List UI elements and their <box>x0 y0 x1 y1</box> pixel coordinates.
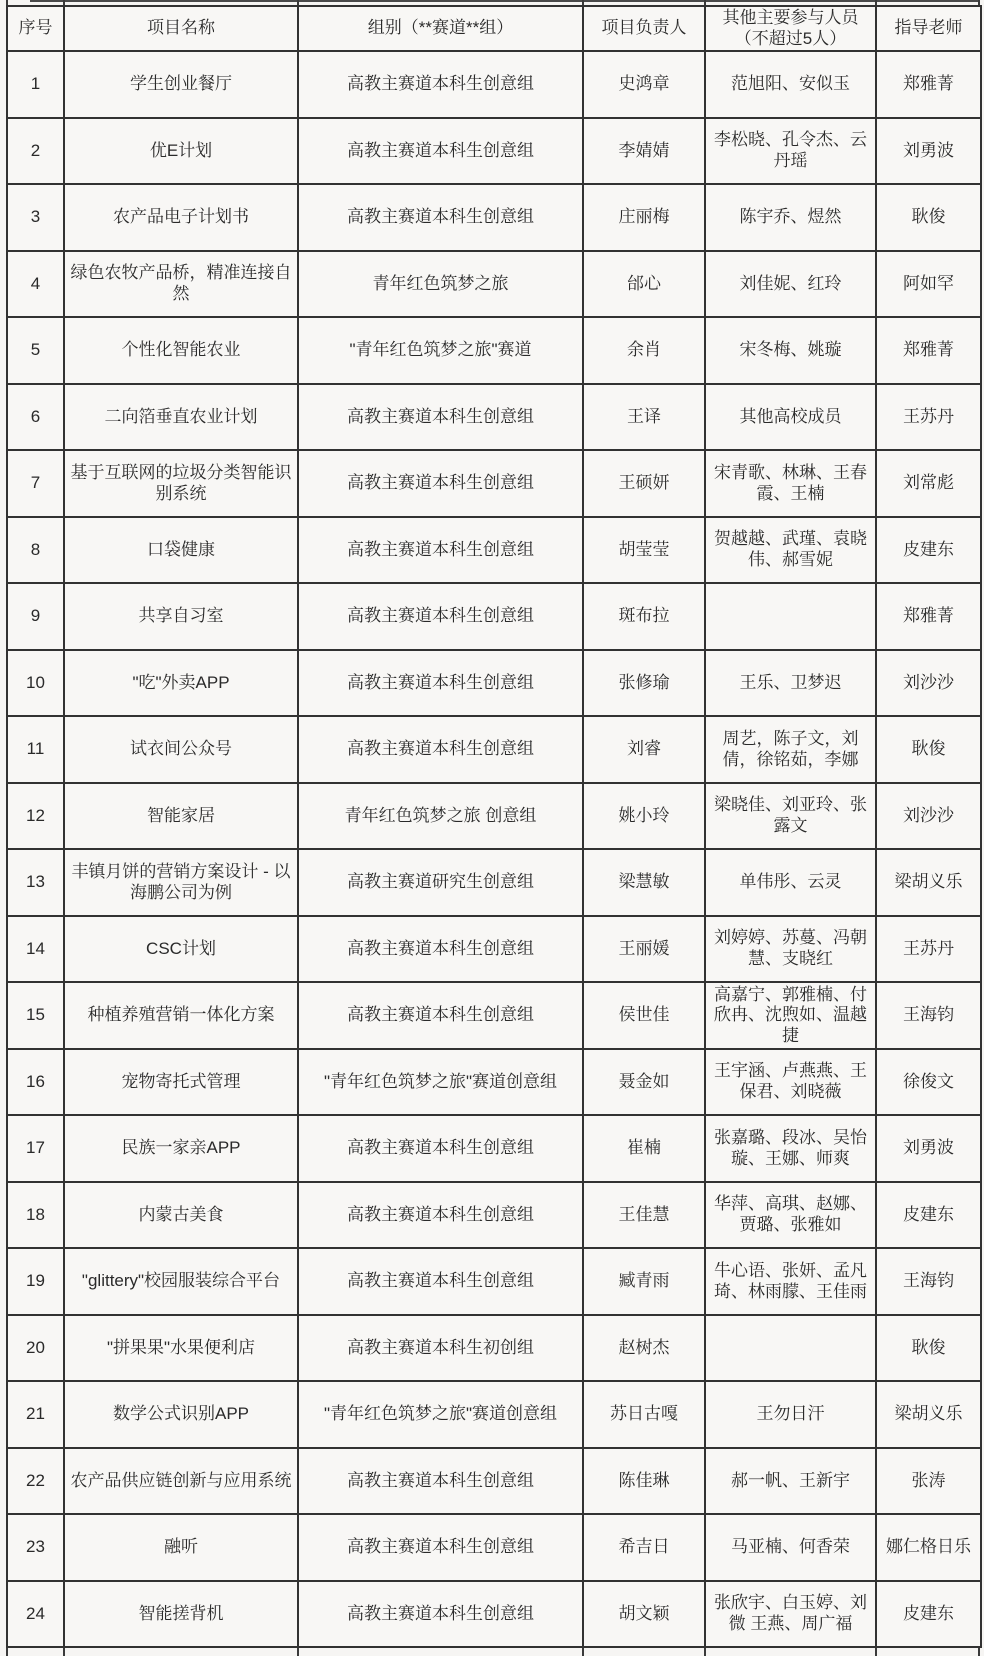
cell-group: 青年红色筑梦之旅 <box>298 251 583 318</box>
cell-project-name: 智能家居 <box>64 783 298 850</box>
cell-index: 20 <box>7 1315 64 1382</box>
cell-leader: 臧青雨 <box>583 1248 705 1315</box>
cell-teacher: 郑雅菁 <box>876 51 981 118</box>
cell-members: 贺越越、武瑾、袁晓伟、郝雪妮 <box>705 517 876 584</box>
cell-project-name: 绿色农牧产品桥，精准连接自然 <box>64 251 298 318</box>
cell-index: 19 <box>7 1248 64 1315</box>
cell-leader: 姚小玲 <box>583 783 705 850</box>
cell-group: 高教主赛道本科生创意组 <box>298 916 583 983</box>
cell-project-name: "glittery"校园服装综合平台 <box>64 1248 298 1315</box>
table-row <box>7 1315 981 1382</box>
column-header-teacher: 指导老师 <box>876 6 981 51</box>
cell-members: 范旭阳、安似玉 <box>705 51 876 118</box>
table-row <box>7 1049 981 1116</box>
cell-members <box>705 583 876 650</box>
cell-group: 高教主赛道本科生创意组 <box>298 384 583 451</box>
cell-leader: 希吉日 <box>583 1514 705 1581</box>
cell-project-name: 共享自习室 <box>64 583 298 650</box>
cell-project-name: 智能搓背机 <box>64 1581 298 1648</box>
cell-project-name: 个性化智能农业 <box>64 317 298 384</box>
cell-teacher: 刘常彪 <box>876 450 981 517</box>
cell-group: 高教主赛道本科生创意组 <box>298 982 583 1049</box>
cell-teacher: 郑雅菁 <box>876 583 981 650</box>
column-header-leader: 项目负责人 <box>583 6 705 51</box>
cell-project-name: 丰镇月饼的营销方案设计 - 以海鹏公司为例 <box>64 849 298 916</box>
table-row <box>7 1514 981 1581</box>
table-row <box>7 1581 981 1648</box>
cell-project-name: 学生创业餐厅 <box>64 51 298 118</box>
cell-group: 高教主赛道本科生创意组 <box>298 450 583 517</box>
table-row <box>7 1381 981 1448</box>
cell-leader: 胡文颖 <box>583 1581 705 1648</box>
cell-teacher: 耿俊 <box>876 716 981 783</box>
table-row <box>7 1248 981 1315</box>
cell-project-name: 数学公式识别APP <box>64 1381 298 1448</box>
cell-leader: 李婧婧 <box>583 118 705 185</box>
cell-group: 青年红色筑梦之旅 创意组 <box>298 783 583 850</box>
cell-members: 马亚楠、何香荣 <box>705 1514 876 1581</box>
project-roster-table <box>6 5 982 1648</box>
column-header-name: 项目名称 <box>64 6 298 51</box>
cell-project-name: 试衣间公众号 <box>64 716 298 783</box>
table-row <box>7 118 981 185</box>
cell-leader: 梁慧敏 <box>583 849 705 916</box>
cell-index: 11 <box>7 716 64 783</box>
cell-leader: 胡莹莹 <box>583 517 705 584</box>
cell-index: 17 <box>7 1115 64 1182</box>
cell-group: 高教主赛道本科生创意组 <box>298 118 583 185</box>
cell-leader: 陈佳琳 <box>583 1448 705 1515</box>
cell-teacher: 皮建东 <box>876 1182 981 1249</box>
cell-leader: 侯世佳 <box>583 982 705 1049</box>
cell-group: 高教主赛道本科生创意组 <box>298 1581 583 1648</box>
cell-members: 宋冬梅、姚璇 <box>705 317 876 384</box>
cell-index: 12 <box>7 783 64 850</box>
cell-members: 梁晓佳、刘亚玲、张露文 <box>705 783 876 850</box>
cell-leader: 王译 <box>583 384 705 451</box>
cell-group: 高教主赛道本科生创意组 <box>298 716 583 783</box>
cell-project-name: 民族一家亲APP <box>64 1115 298 1182</box>
cell-index: 7 <box>7 450 64 517</box>
cell-index: 18 <box>7 1182 64 1249</box>
cell-members: 张嘉璐、段冰、吴怡璇、王娜、师爽 <box>705 1115 876 1182</box>
cell-teacher: 娜仁格日乐 <box>876 1514 981 1581</box>
table-row <box>7 1115 981 1182</box>
table-row <box>7 184 981 251</box>
cell-group: 高教主赛道本科生创意组 <box>298 1182 583 1249</box>
column-header-index: 序号 <box>7 6 64 51</box>
cell-group: 高教主赛道本科生创意组 <box>298 583 583 650</box>
cell-project-name: 基于互联网的垃圾分类智能识别系统 <box>64 450 298 517</box>
cell-group: 高教主赛道本科生创意组 <box>298 517 583 584</box>
cell-members: 李松晓、孔令杰、云丹瑶 <box>705 118 876 185</box>
cell-index: 6 <box>7 384 64 451</box>
cell-index: 4 <box>7 251 64 318</box>
table-row <box>7 982 981 1049</box>
cell-members: 华萍、高琪、赵娜、贾璐、张雅如 <box>705 1182 876 1249</box>
table-row <box>7 583 981 650</box>
cell-leader: 史鸿章 <box>583 51 705 118</box>
cell-project-name: 二向箔垂直农业计划 <box>64 384 298 451</box>
cell-index: 23 <box>7 1514 64 1581</box>
cell-teacher: 梁胡义乐 <box>876 1381 981 1448</box>
cell-teacher: 刘沙沙 <box>876 650 981 717</box>
cell-members: 王乐、卫梦迟 <box>705 650 876 717</box>
cell-teacher: 张涛 <box>876 1448 981 1515</box>
cell-index: 2 <box>7 118 64 185</box>
table-header-row <box>7 6 981 51</box>
table-row <box>7 916 981 983</box>
cell-group: "青年红色筑梦之旅"赛道 <box>298 317 583 384</box>
cell-teacher: 梁胡义乐 <box>876 849 981 916</box>
cell-teacher: 耿俊 <box>876 1315 981 1382</box>
cell-group: "青年红色筑梦之旅"赛道创意组 <box>298 1049 583 1116</box>
cell-leader: 庄丽梅 <box>583 184 705 251</box>
cell-leader: 斑布拉 <box>583 583 705 650</box>
cell-project-name: 种植养殖营销一体化方案 <box>64 982 298 1049</box>
cell-group: 高教主赛道本科生创意组 <box>298 1248 583 1315</box>
cell-teacher: 王苏丹 <box>876 384 981 451</box>
cell-leader: 王丽媛 <box>583 916 705 983</box>
cell-leader: 崔楠 <box>583 1115 705 1182</box>
cell-group: "青年红色筑梦之旅"赛道创意组 <box>298 1381 583 1448</box>
cell-project-name: 融听 <box>64 1514 298 1581</box>
cell-leader: 苏日古嘎 <box>583 1381 705 1448</box>
cell-group: 高教主赛道本科生创意组 <box>298 51 583 118</box>
cell-group: 高教主赛道本科生创意组 <box>298 1514 583 1581</box>
cell-leader: 刘睿 <box>583 716 705 783</box>
cell-members: 王勿日汗 <box>705 1381 876 1448</box>
cell-leader: 余肖 <box>583 317 705 384</box>
cell-teacher: 皮建东 <box>876 1581 981 1648</box>
cell-teacher: 阿如罕 <box>876 251 981 318</box>
cell-teacher: 王苏丹 <box>876 916 981 983</box>
column-header-group: 组别（**赛道**组） <box>298 6 583 51</box>
cell-index: 22 <box>7 1448 64 1515</box>
cell-index: 3 <box>7 184 64 251</box>
table-row <box>7 450 981 517</box>
cell-index: 1 <box>7 51 64 118</box>
cell-teacher: 刘勇波 <box>876 118 981 185</box>
cell-teacher: 王海钧 <box>876 1248 981 1315</box>
cell-group: 高教主赛道研究生创意组 <box>298 849 583 916</box>
cell-members <box>705 1315 876 1382</box>
cell-leader: 张修瑜 <box>583 650 705 717</box>
table-row <box>7 384 981 451</box>
cell-project-name: 宠物寄托式管理 <box>64 1049 298 1116</box>
cell-group: 高教主赛道本科生创意组 <box>298 1448 583 1515</box>
cell-index: 15 <box>7 982 64 1049</box>
cell-project-name: 优E计划 <box>64 118 298 185</box>
cell-members: 刘佳妮、红玲 <box>705 251 876 318</box>
cell-index: 14 <box>7 916 64 983</box>
cell-leader: 王佳慧 <box>583 1182 705 1249</box>
cell-teacher: 徐俊文 <box>876 1049 981 1116</box>
cell-project-name: 口袋健康 <box>64 517 298 584</box>
cell-members: 单伟彤、云灵 <box>705 849 876 916</box>
cell-project-name: 农产品供应链创新与应用系统 <box>64 1448 298 1515</box>
cell-leader: 王硕妍 <box>583 450 705 517</box>
cell-leader: 邰心 <box>583 251 705 318</box>
cell-project-name: 农产品电子计划书 <box>64 184 298 251</box>
table-row <box>7 251 981 318</box>
cell-members: 宋青歌、林琳、王春霞、王楠 <box>705 450 876 517</box>
cell-project-name: 内蒙古美食 <box>64 1182 298 1249</box>
table-row <box>7 783 981 850</box>
table-row <box>7 51 981 118</box>
cell-index: 8 <box>7 517 64 584</box>
cell-teacher: 郑雅菁 <box>876 317 981 384</box>
cell-teacher: 皮建东 <box>876 517 981 584</box>
cell-index: 9 <box>7 583 64 650</box>
cell-members: 张欣宇、白玉婷、刘微 王燕、周广福 <box>705 1581 876 1648</box>
column-header-members: 其他主要参与人员（不超过5人） <box>705 6 876 51</box>
cell-index: 24 <box>7 1581 64 1648</box>
cell-teacher: 王海钧 <box>876 982 981 1049</box>
table-row <box>7 517 981 584</box>
cell-members: 王宇涵、卢燕燕、王保君、刘晓薇 <box>705 1049 876 1116</box>
cell-index: 13 <box>7 849 64 916</box>
cell-teacher: 耿俊 <box>876 184 981 251</box>
cell-teacher: 刘勇波 <box>876 1115 981 1182</box>
table-row <box>7 1182 981 1249</box>
cell-members: 高嘉宁、郭雅楠、付欣冉、沈煦如、温越捷 <box>705 982 876 1049</box>
table-row <box>7 1448 981 1515</box>
cell-leader: 聂金如 <box>583 1049 705 1116</box>
cell-index: 16 <box>7 1049 64 1116</box>
cell-project-name: CSC计划 <box>64 916 298 983</box>
cell-project-name: "拼果果"水果便利店 <box>64 1315 298 1382</box>
cell-leader: 赵树杰 <box>583 1315 705 1382</box>
cell-index: 5 <box>7 317 64 384</box>
cell-members: 牛心语、张妍、孟凡琦、林雨朦、王佳雨 <box>705 1248 876 1315</box>
cell-group: 高教主赛道本科生创意组 <box>298 184 583 251</box>
cell-members: 刘婷婷、苏蔓、冯朝慧、支晓红 <box>705 916 876 983</box>
table-row <box>7 716 981 783</box>
table-row <box>7 317 981 384</box>
cell-index: 10 <box>7 650 64 717</box>
cell-members: 周艺，陈子文，刘倩，徐铭茹，李娜 <box>705 716 876 783</box>
cell-group: 高教主赛道本科生创意组 <box>298 650 583 717</box>
cell-members: 郝一帆、王新宇 <box>705 1448 876 1515</box>
cell-project-name: "吃"外卖APP <box>64 650 298 717</box>
cell-members: 陈宇乔、煜然 <box>705 184 876 251</box>
cell-group: 高教主赛道本科生初创组 <box>298 1315 583 1382</box>
table-row <box>7 650 981 717</box>
cell-group: 高教主赛道本科生创意组 <box>298 1115 583 1182</box>
cell-members: 其他高校成员 <box>705 384 876 451</box>
table-row <box>7 849 981 916</box>
cell-teacher: 刘沙沙 <box>876 783 981 850</box>
gridline-top-sliver <box>30 0 980 2</box>
cell-index: 21 <box>7 1381 64 1448</box>
